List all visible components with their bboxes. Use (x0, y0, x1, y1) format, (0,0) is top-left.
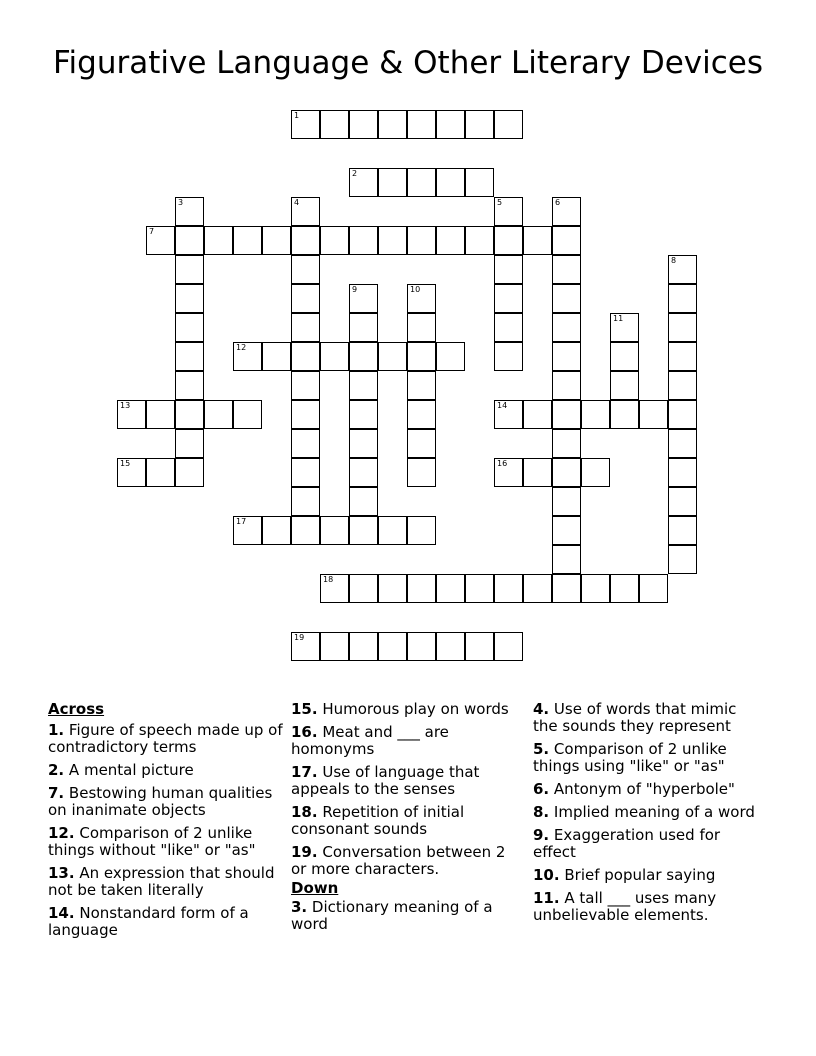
grid-cell[interactable] (407, 458, 436, 487)
grid-cell[interactable] (639, 574, 668, 603)
grid-cell[interactable] (407, 371, 436, 400)
grid-cell[interactable] (378, 516, 407, 545)
clue-down-10: 10. Brief popular saying (533, 866, 716, 884)
clue-number: 17 (236, 517, 247, 526)
grid-cell[interactable] (668, 545, 697, 574)
clue-number: 16 (497, 459, 508, 468)
grid-cell[interactable] (552, 458, 581, 487)
clues-column-3 (533, 701, 763, 930)
grid-cell[interactable] (552, 516, 581, 545)
grid-cell[interactable] (291, 342, 320, 371)
grid-cell[interactable] (610, 574, 639, 603)
grid-cell[interactable] (552, 197, 581, 226)
clue-across-2: 2. A mental picture (48, 761, 194, 779)
clues-column-2 (291, 701, 521, 939)
grid-cell[interactable] (552, 226, 581, 255)
grid-cell[interactable] (436, 110, 465, 139)
grid-cell[interactable] (436, 574, 465, 603)
grid-cell[interactable] (146, 226, 175, 255)
grid-cell[interactable] (523, 400, 552, 429)
grid-cell[interactable] (291, 458, 320, 487)
grid-cell[interactable] (407, 168, 436, 197)
grid-cell[interactable] (291, 255, 320, 284)
down-header: Down (291, 879, 339, 897)
grid-cell[interactable] (320, 574, 349, 603)
grid-cell[interactable] (175, 400, 204, 429)
clue-number: 4 (294, 198, 300, 207)
grid-cell[interactable] (349, 574, 378, 603)
grid-cell[interactable] (436, 168, 465, 197)
grid-cell[interactable] (146, 458, 175, 487)
grid-cell[interactable] (175, 284, 204, 313)
grid-cell[interactable] (668, 255, 697, 284)
grid-cell[interactable] (407, 516, 436, 545)
grid-cell[interactable] (175, 197, 204, 226)
grid-cell[interactable] (204, 226, 233, 255)
grid-cell[interactable] (581, 574, 610, 603)
across-header: Across (48, 700, 105, 718)
clue-across-1: 1. Figure of speech made up of contradictory terms (48, 721, 283, 756)
grid-cell[interactable] (233, 516, 262, 545)
grid-cell[interactable] (436, 342, 465, 371)
grid-cell[interactable] (465, 226, 494, 255)
grid-cell[interactable] (581, 458, 610, 487)
grid-cell[interactable] (378, 110, 407, 139)
clues-column-1 (48, 701, 283, 945)
grid-cell[interactable] (552, 313, 581, 342)
grid-cell[interactable] (117, 458, 146, 487)
grid-cell[interactable] (494, 197, 523, 226)
grid-cell[interactable] (668, 487, 697, 516)
clue-down-4: 4. Use of words that mimic the sounds they represent (533, 700, 737, 735)
grid-cell[interactable] (349, 516, 378, 545)
clue-down-9: 9. Exaggeration used for effect (533, 826, 721, 861)
clue-across-12: 12. Comparison of 2 unlike things without "like" or "as" (48, 824, 256, 859)
clue-number: 14 (497, 401, 508, 410)
grid-cell[interactable] (552, 371, 581, 400)
grid-cell[interactable] (407, 284, 436, 313)
grid-cell[interactable] (407, 110, 436, 139)
grid-cell[interactable] (291, 226, 320, 255)
grid-cell[interactable] (552, 284, 581, 313)
clue-number: 11 (613, 314, 624, 323)
clue-across-19: 19. Conversation between 2 or more characters. (291, 843, 506, 878)
clue-across-16: 16. Meat and ___ are homonyms (291, 723, 449, 758)
grid-cell[interactable] (552, 342, 581, 371)
clue-number: 10 (410, 285, 421, 294)
grid-cell[interactable] (320, 632, 349, 661)
grid-cell[interactable] (291, 110, 320, 139)
grid-cell[interactable] (378, 632, 407, 661)
clue-number: 15 (120, 459, 131, 468)
grid-cell[interactable] (378, 168, 407, 197)
grid-cell[interactable] (494, 400, 523, 429)
grid-cell[interactable] (668, 429, 697, 458)
grid-cell[interactable] (175, 429, 204, 458)
grid-cell[interactable] (407, 400, 436, 429)
clue-across-17: 17. Use of language that appeals to the senses (291, 763, 480, 798)
grid-cell[interactable] (407, 313, 436, 342)
grid-cell[interactable] (378, 342, 407, 371)
grid-cell[interactable] (175, 458, 204, 487)
clue-number: 18 (323, 575, 334, 584)
grid-cell[interactable] (117, 400, 146, 429)
clue-number: 6 (555, 198, 561, 207)
grid-cell[interactable] (494, 226, 523, 255)
grid-cell[interactable] (349, 487, 378, 516)
grid-cell[interactable] (465, 168, 494, 197)
grid-cell[interactable] (494, 458, 523, 487)
grid-cell[interactable] (494, 342, 523, 371)
grid-cell[interactable] (349, 110, 378, 139)
clue-down-5: 5. Comparison of 2 unlike things using "like" or "as" (533, 740, 727, 775)
grid-cell[interactable] (378, 574, 407, 603)
clue-number: 3 (178, 198, 184, 207)
grid-cell[interactable] (291, 429, 320, 458)
clue-across-13: 13. An expression that should not be taken literally (48, 864, 275, 899)
grid-cell[interactable] (668, 371, 697, 400)
grid-cell[interactable] (581, 400, 610, 429)
grid-cell[interactable] (291, 371, 320, 400)
grid-cell[interactable] (407, 429, 436, 458)
grid-cell[interactable] (610, 342, 639, 371)
grid-cell[interactable] (668, 400, 697, 429)
grid-cell[interactable] (494, 574, 523, 603)
clue-number: 19 (294, 633, 305, 642)
grid-cell[interactable] (291, 516, 320, 545)
grid-cell[interactable] (175, 313, 204, 342)
grid-cell[interactable] (349, 313, 378, 342)
grid-cell[interactable] (407, 342, 436, 371)
clue-number: 8 (671, 256, 677, 265)
grid-cell[interactable] (175, 226, 204, 255)
grid-cell[interactable] (349, 168, 378, 197)
grid-cell[interactable] (320, 516, 349, 545)
grid-cell[interactable] (175, 371, 204, 400)
clue-across-15: 15. Humorous play on words (291, 700, 509, 718)
grid-cell[interactable] (668, 313, 697, 342)
grid-cell[interactable] (465, 574, 494, 603)
grid-cell[interactable] (320, 342, 349, 371)
grid-cell[interactable] (552, 574, 581, 603)
grid-cell[interactable] (436, 226, 465, 255)
clue-number: 1 (294, 111, 300, 120)
grid-cell[interactable] (407, 574, 436, 603)
grid-cell[interactable] (668, 516, 697, 545)
grid-cell[interactable] (349, 632, 378, 661)
grid-cell[interactable] (349, 458, 378, 487)
grid-cell[interactable] (349, 400, 378, 429)
puzzle-title: Figurative Language & Other Literary Devices (52, 45, 763, 81)
grid-cell[interactable] (407, 632, 436, 661)
grid-cell[interactable] (465, 110, 494, 139)
grid-cell[interactable] (291, 632, 320, 661)
clue-across-7: 7. Bestowing human qualities on inanimate objects (48, 784, 273, 819)
clue-across-14: 14. Nonstandard form of a language (48, 904, 249, 939)
grid-cell[interactable] (291, 197, 320, 226)
grid-cell[interactable] (233, 342, 262, 371)
grid-cell[interactable] (610, 313, 639, 342)
clue-number: 9 (352, 285, 358, 294)
grid-cell[interactable] (291, 313, 320, 342)
grid-cell[interactable] (291, 400, 320, 429)
grid-cell[interactable] (407, 226, 436, 255)
grid-cell[interactable] (610, 371, 639, 400)
clue-number: 13 (120, 401, 131, 410)
grid-cell[interactable] (639, 400, 668, 429)
grid-cell[interactable] (349, 226, 378, 255)
clue-number: 5 (497, 198, 503, 207)
grid-cell[interactable] (262, 516, 291, 545)
clue-number: 7 (149, 227, 155, 236)
clue-down-11: 11. A tall ___ uses many unbelievable elements. (533, 889, 717, 924)
grid-cell[interactable] (291, 284, 320, 313)
grid-cell[interactable] (552, 487, 581, 516)
grid-cell[interactable] (436, 632, 465, 661)
grid-cell[interactable] (146, 400, 175, 429)
grid-cell[interactable] (349, 284, 378, 313)
grid-cell[interactable] (552, 400, 581, 429)
clue-down-3: 3. Dictionary meaning of a word (291, 898, 493, 933)
grid-cell[interactable] (262, 342, 291, 371)
grid-cell[interactable] (204, 400, 233, 429)
grid-cell[interactable] (349, 371, 378, 400)
grid-cell[interactable] (494, 255, 523, 284)
clue-down-8: 8. Implied meaning of a word (533, 803, 755, 821)
grid-cell[interactable] (523, 458, 552, 487)
grid-cell[interactable] (552, 545, 581, 574)
grid-cell[interactable] (175, 342, 204, 371)
grid-cell[interactable] (668, 342, 697, 371)
grid-cell[interactable] (523, 226, 552, 255)
grid-cell[interactable] (668, 284, 697, 313)
grid-cell[interactable] (552, 429, 581, 458)
grid-cell[interactable] (175, 255, 204, 284)
clue-across-18: 18. Repetition of initial consonant sounds (291, 803, 465, 838)
grid-cell[interactable] (523, 574, 552, 603)
grid-cell[interactable] (349, 429, 378, 458)
grid-cell[interactable] (320, 226, 349, 255)
grid-cell[interactable] (349, 342, 378, 371)
grid-cell[interactable] (378, 226, 407, 255)
grid-cell[interactable] (552, 255, 581, 284)
grid-cell[interactable] (494, 110, 523, 139)
grid-cell[interactable] (291, 487, 320, 516)
grid-cell[interactable] (465, 632, 494, 661)
grid-cell[interactable] (320, 110, 349, 139)
clue-down-6: 6. Antonym of "hyperbole" (533, 780, 735, 798)
grid-cell[interactable] (262, 226, 291, 255)
grid-cell[interactable] (494, 284, 523, 313)
grid-cell[interactable] (610, 400, 639, 429)
clue-number: 12 (236, 343, 247, 352)
grid-cell[interactable] (233, 400, 262, 429)
grid-cell[interactable] (668, 458, 697, 487)
grid-cell[interactable] (233, 226, 262, 255)
grid-cell[interactable] (494, 632, 523, 661)
grid-cell[interactable] (494, 313, 523, 342)
clue-number: 2 (352, 169, 358, 178)
